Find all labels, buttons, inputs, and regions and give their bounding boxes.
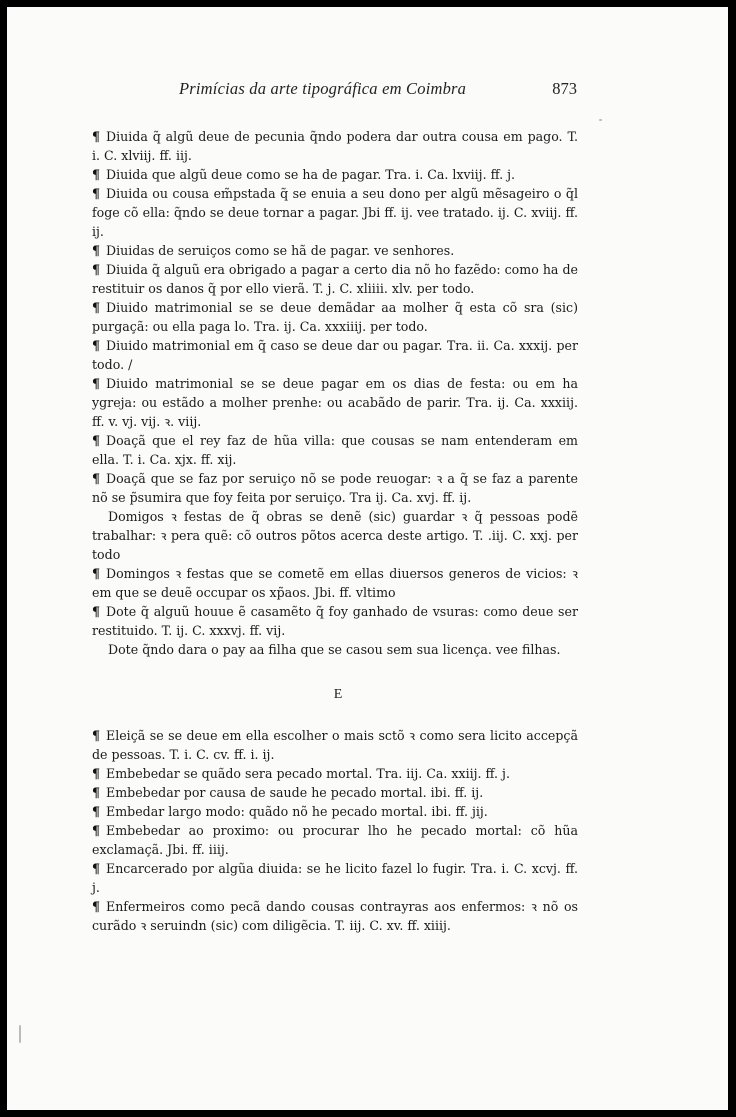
index-entry-text: Dote q̃ndo dara o pay aa filha que se casou sem sua licença. vee filhas. bbox=[108, 642, 561, 657]
pilcrow-mark: ¶ bbox=[92, 243, 101, 258]
section-letter-heading: E bbox=[333, 687, 343, 702]
index-entry bbox=[92, 127, 578, 165]
index-entry bbox=[92, 783, 578, 802]
index-entry-text: Embebedar se quãdo sera pecado mortal. Tra. iij. Ca. xxiij. ff. j. bbox=[106, 766, 510, 781]
index-entry bbox=[92, 859, 578, 897]
index-entry bbox=[92, 602, 578, 640]
index-entry-text: Embebedar por causa de saude he pecado mortal. ibi. ff. ij. bbox=[106, 785, 484, 800]
index-entry-text: Enfermeiros como pecã dando cousas contrayras aos enfermos: ꝛ nõ os curãdo ꝛ seruindn (sic) com diligẽcia. T. iij. C. xv. ff. xiiij. bbox=[92, 899, 578, 933]
book-page bbox=[7, 7, 728, 1110]
index-entry bbox=[92, 431, 578, 469]
index-entry-text: Diuido matrimonial em q̃ caso se deue dar ou pagar. Tra. ii. Ca. xxxij. per todo. / bbox=[92, 338, 578, 372]
index-entry-text: Diuida ou cousa em̃pstada q̃ se enuia a seu dono per algũ mẽsageiro o q̃l foge cõ ella: q̃ndo se deue tornar a pagar. Jbi ff. ij. vee tratado. ij. C. xviij. ff. ij. bbox=[92, 186, 578, 239]
index-entry-text: Encarcerado por algũa diuida: se he licito fazel lo fugir. Tra. i. C. xcvj. ff. j. bbox=[92, 861, 578, 895]
index-body bbox=[92, 127, 578, 935]
index-entry bbox=[92, 165, 578, 184]
running-title: Primícias da arte tipográfica em Coimbra bbox=[179, 79, 467, 98]
pilcrow-mark: ¶ bbox=[92, 186, 101, 201]
index-entry-text: Embedar largo modo: quãdo nõ he pecado mortal. ibi. ff. jij. bbox=[106, 804, 488, 819]
index-entry bbox=[92, 507, 578, 564]
index-entry bbox=[92, 374, 578, 431]
index-entry-text: Domingos ꝛ festas que se cometẽ em ellas diuersos generos de vicios: ꝛ em que se deuẽ occupar os xp̃aos. Jbi. ff. vltimo bbox=[92, 566, 578, 600]
pilcrow-mark: ¶ bbox=[92, 861, 101, 876]
pilcrow-mark: ¶ bbox=[92, 338, 101, 353]
index-entry-text: Diuido matrimonial se se deue demãdar aa molher q̃ esta cõ sra (sic) purgaçã: ou ella paga lo. Tra. ij. Ca. xxxiiij. per todo. bbox=[92, 300, 578, 334]
index-entry bbox=[92, 821, 578, 859]
index-entry-text: Diuida q̃ algũ deue de pecunia q̃ndo podera dar outra cousa em pago. T. i. C. xlviij. ff. iij. bbox=[92, 129, 578, 163]
pilcrow-mark: ¶ bbox=[92, 376, 101, 391]
index-section-e bbox=[92, 726, 578, 935]
index-entry bbox=[92, 336, 578, 374]
index-entry bbox=[92, 298, 578, 336]
pilcrow-mark: ¶ bbox=[92, 167, 101, 182]
index-entry bbox=[92, 184, 578, 241]
index-section-d bbox=[92, 127, 578, 659]
pilcrow-mark: ¶ bbox=[92, 604, 101, 619]
index-entry-text: Diuida que algũ deue como se ha de pagar. Tra. i. Ca. lxviij. ff. j. bbox=[106, 167, 516, 182]
index-entry-text: Eleiçã se se deue em ella escolher o mais sctõ ꝛ como sera licito accepçã de pessoas. T. i. C. cv. ff. i. ij. bbox=[92, 728, 578, 762]
index-entry-text: Embebedar ao proximo: ou procurar lho he pecado mortal: cõ hũa exclamaçã. Jbi. ff. iiij. bbox=[92, 823, 578, 857]
pilcrow-mark: ¶ bbox=[92, 766, 101, 781]
pilcrow-mark: ¶ bbox=[92, 566, 101, 581]
pilcrow-mark: ¶ bbox=[92, 433, 101, 448]
index-entry bbox=[92, 897, 578, 935]
pilcrow-mark: ¶ bbox=[92, 129, 101, 144]
pilcrow-mark: ¶ bbox=[92, 823, 101, 838]
index-entry-text: Diuidas de seruiços como se hã de pagar. ve senhores. bbox=[106, 243, 455, 258]
index-entry-text: Diuida q̃ alguũ era obrigado a pagar a certo dia nõ ho fazẽdo: como ha de restituir os danos q̃ por ello vierã. T. j. C. xliiii. xlv. per todo. bbox=[92, 262, 578, 296]
index-entry bbox=[92, 260, 578, 298]
page-header bbox=[99, 79, 577, 105]
index-entry-text: Diuido matrimonial se se deue pagar em os dias de festa: ou em ha ygreja: ou estãdo a molher prenhe: ou acabãdo de parir. Tra. ij. Ca. xxxiij. ff. v. vj. vij. ꝛ. viij. bbox=[92, 376, 578, 429]
pilcrow-mark: ¶ bbox=[92, 471, 101, 486]
index-entry bbox=[92, 564, 578, 602]
pilcrow-mark: ¶ bbox=[92, 300, 101, 315]
pilcrow-mark: ¶ bbox=[92, 728, 101, 743]
index-entry bbox=[92, 640, 578, 659]
index-entry bbox=[92, 726, 578, 764]
index-entry-text: Doaçã que el rey faz de hũa villa: que cousas se nam entenderam em ella. T. i. Ca. xjx. ff. xij. bbox=[92, 433, 578, 467]
index-entry bbox=[92, 469, 578, 507]
scan-speck bbox=[599, 119, 602, 121]
index-entry-text: Doaçã que se faz por seruiço nõ se pode reuogar: ꝛ a q̃ se faz a parente nõ se p̃sumira que foy feita por seruiço. Tra ij. Ca. xvj. ff. ij. bbox=[92, 471, 578, 505]
index-entry-text: Dote q̃ alguũ houue ẽ casamẽto q̃ foy ganhado de vsuras: como deue ser restituido. T. ij. C. xxxvj. ff. vij. bbox=[92, 604, 578, 638]
pilcrow-mark: ¶ bbox=[92, 899, 101, 914]
index-entry bbox=[92, 802, 578, 821]
index-entry-text: Domigos ꝛ festas de q̃ obras se denẽ (sic) guardar ꝛ q̃ pessoas podẽ trabalhar: ꝛ pera quẽ: cõ outros põtos acerca deste artigo. T. .iij. C. xxj. per todo bbox=[92, 509, 578, 562]
pilcrow-mark: ¶ bbox=[92, 262, 101, 277]
page-number: 873 bbox=[552, 79, 577, 98]
scan-speck bbox=[19, 1025, 21, 1043]
index-entry bbox=[92, 764, 578, 783]
pilcrow-mark: ¶ bbox=[92, 804, 101, 819]
pilcrow-mark: ¶ bbox=[92, 785, 101, 800]
index-entry bbox=[92, 241, 578, 260]
